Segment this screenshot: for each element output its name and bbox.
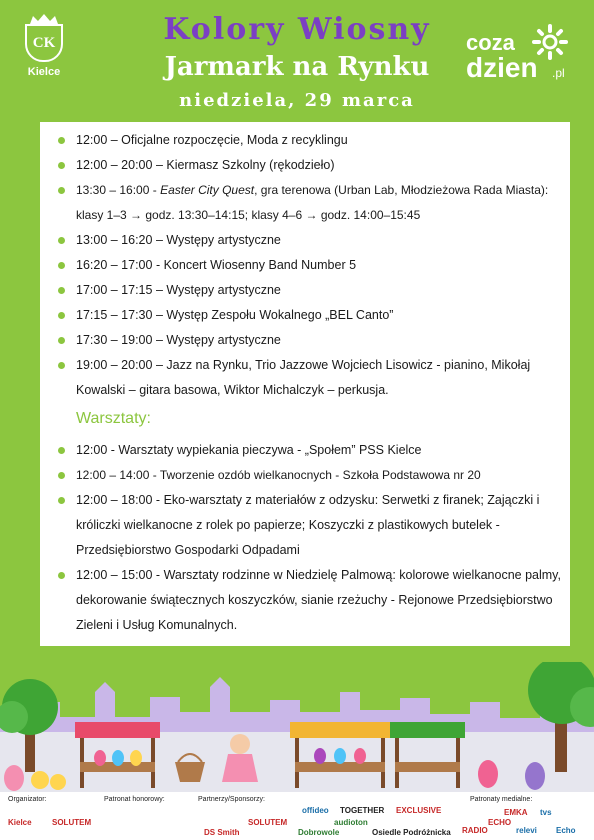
program-item: 13:00 – 16:20 – Występy artystyczne xyxy=(56,228,566,253)
partner-logo-suffix: .pl xyxy=(552,66,565,80)
program-item: 17:15 – 17:30 – Występ Zespołu Wokalnego „BEL Canto” xyxy=(56,303,566,328)
workshops-heading: Warsztaty: xyxy=(76,410,151,427)
partner-logo-line2: dzien xyxy=(466,52,538,83)
workshops-list xyxy=(56,438,566,638)
media-logo: ECHO xyxy=(488,818,512,827)
program-item: 12:00 – Oficjalne rozpoczęcie, Moda z recyklingu xyxy=(56,128,566,153)
program-card xyxy=(40,122,570,646)
partner-logo: DS Smith xyxy=(204,828,240,837)
media-logo: RADIO xyxy=(462,826,488,835)
media-logo: EMKA xyxy=(504,808,528,817)
organizer-logo: SOLUTEM xyxy=(52,818,92,827)
event-date: niedziela, 29 marca xyxy=(179,90,415,111)
media-logo: Echo xyxy=(556,826,576,835)
media-label: Patronaty medialne: xyxy=(470,796,533,803)
program-item: 16:20 – 17:00 - Koncert Wiosenny Band Number 5 xyxy=(56,253,566,278)
partner-logo: SOLUTEM xyxy=(248,818,288,827)
partner-logo: audioton xyxy=(334,818,368,827)
partners-label: Partnerzy/Sponsorzy: xyxy=(198,796,265,803)
partner-logo: Osiedle Podróżnicka xyxy=(372,828,451,837)
partner-logo: offideo xyxy=(302,806,329,815)
ck-shield: CK xyxy=(25,24,63,62)
workshop-item: 12:00 – 15:00 - Warsztaty rodzinne w Niedzielę Palmową: kolorowe wielkanocne palmy, dekorowanie świątecznych koszyczków, sianie rzeżuchy - Rejonowe Przedsiębiorstwo Zieleni i Usług Komunalnych. xyxy=(56,563,566,638)
program-list xyxy=(56,128,566,403)
program-item: 19:00 – 20:00 – Jazz na Rynku, Trio Jazzowe Wojciech Lisowicz - pianino, Mikołaj Kowalski – gitara basowa, Wiktor Michalczyk – perkusja. xyxy=(56,353,566,403)
logo-city-name: Kielce xyxy=(27,66,61,78)
workshop-item: 12:00 – 18:00 - Eko-warsztaty z materiałów z odzysku: Serwetki z firanek; Zajączki i króliczki wielkanocne z rolek po papierze; Koszyczki z plastikowych butelek - Przedsiębiorstwo Gospodarki Odpadami xyxy=(56,488,566,563)
organizer-logo: Kielce xyxy=(8,818,32,827)
market-illustration xyxy=(0,662,594,792)
cozadzien-logo xyxy=(466,30,576,85)
partner-logo-line1: coza xyxy=(466,30,515,55)
program-item: 17:00 – 17:15 – Występy artystyczne xyxy=(56,278,566,303)
partner-logo: Dobrowole xyxy=(298,828,340,837)
organizer-label: Organizator: xyxy=(8,796,47,803)
workshop-item: 12:00 - Warsztaty wypiekania pieczywa - „Społem” PSS Kielce xyxy=(56,438,566,463)
program-item: 12:00 – 20:00 – Kiermasz Szkolny (rękodzieło) xyxy=(56,153,566,178)
event-title: Kolory Wiosny xyxy=(163,12,431,47)
program-item: 17:30 – 19:00 – Występy artystyczne xyxy=(56,328,566,353)
media-logo: tvs xyxy=(540,808,552,817)
workshop-item: 12:00 – 14:00 - Tworzenie ozdób wielkanocnych - Szkoła Podstawowa nr 20 xyxy=(56,463,566,488)
sponsors-bar xyxy=(0,792,594,840)
event-subtitle: Jarmark na Rynku xyxy=(164,52,430,82)
media-logo: relevi xyxy=(516,826,537,835)
partner-logo: TOGETHER xyxy=(340,806,385,815)
patronage-label: Patronat honorowy: xyxy=(104,796,165,803)
partner-logo: EXCLUSIVE xyxy=(396,806,442,815)
program-item: 13:30 – 16:00 - Easter City Quest, gra terenowa (Urban Lab, Młodzieżowa Rada Miasta): klasy 1–3 → godz. 13:30–14:15; klasy 4–6 → godz. 14:00–15:45 xyxy=(56,178,566,228)
